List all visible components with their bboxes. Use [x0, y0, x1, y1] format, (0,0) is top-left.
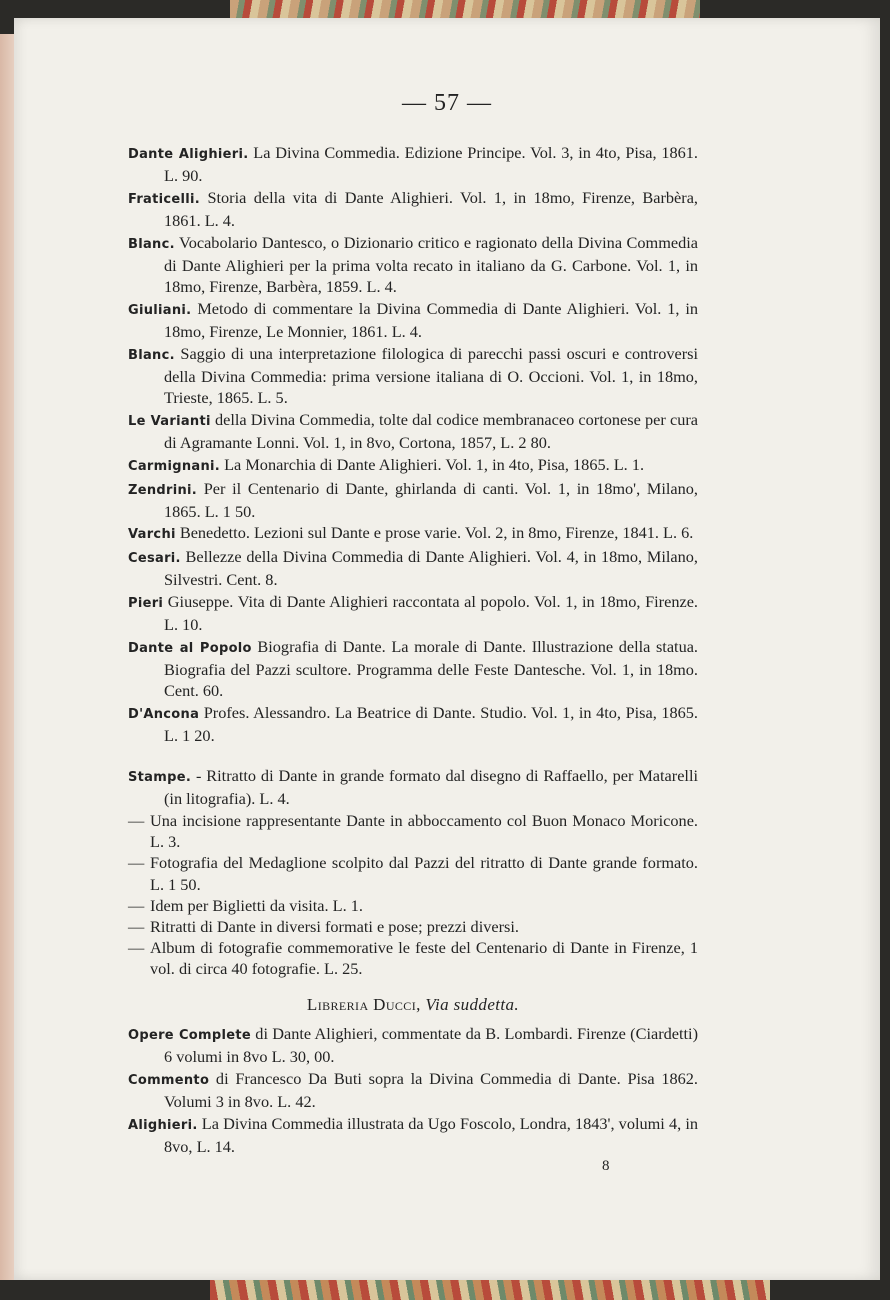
entry-heading: Le Varianti: [128, 413, 211, 429]
stampe-item: [128, 916, 698, 937]
entry-heading: Alighieri.: [128, 1117, 198, 1133]
entry-heading: Cesari.: [128, 551, 181, 567]
section-title: [128, 994, 698, 1015]
entry-text: Benedetto. Lezioni sul Dante e prose varie. Vol. 2, in 8mo, Firenze, 1841. L. 6.: [175, 523, 694, 543]
catalog-entry: [128, 478, 698, 522]
marbled-endpaper-bottom: [210, 1278, 770, 1300]
catalog-entry: [128, 522, 698, 545]
stampe-item-text: Ritratti di Dante in diversi formati e pose; prezzi diversi.: [150, 916, 519, 936]
entry-heading: Dante al Popolo: [128, 640, 252, 656]
stampe-item-text: Una incisione rappresentante Dante in abboccamento col Buon Monaco Moricone. L. 3.: [150, 810, 698, 852]
entry-heading: Zendrini.: [128, 482, 198, 498]
catalog-entry: [128, 409, 698, 453]
entry-text: Saggio di una interpretazione filologica di parecchi passi oscuri e controversi della Divina Commedia: prima versione italiana di O. Occioni. Vol. 1, in 18mo, Trieste, 1865. L. 5.: [164, 343, 698, 408]
entry-heading: Opere Complete: [128, 1027, 251, 1043]
catalog-entry: [128, 187, 698, 231]
catalog-entry: [128, 546, 698, 590]
entry-heading: Varchi: [128, 527, 176, 543]
entry-text: La Divina Commedia. Edizione Principe. Vol. 3, in 4to, Pisa, 1861. L. 90.: [164, 143, 698, 186]
entry-heading: Commento: [128, 1072, 210, 1088]
catalog-listing: [128, 142, 698, 1157]
catalog-entry: [128, 636, 698, 702]
entry-text: della Divina Commedia, tolte dal codice membranaceo cortonese per cura di Agramante Lonni. Vol. 1, in 8vo, Cortona, 1857, L. 2 80.: [164, 409, 698, 453]
entry-text: Vocabolario Dantesco, o Dizionario critico e ragionato della Divina Commedia di Dante Alighieri per la prima volta recato in italiano da G. Carbone. Vol. 1, in 18mo, Firenze, Barbèra, 1859. L. 4.: [164, 232, 698, 297]
catalog-entry: [128, 1113, 698, 1157]
catalog-entry: [128, 591, 698, 635]
entry-text: Metodo di commentare la Divina Commedia di Dante Alighieri. Vol. 1, in 18mo, Firenze, Le Monnier, 1861. L. 4.: [164, 298, 698, 342]
catalog-entry: [128, 298, 698, 342]
entry-text: Biografia di Dante. La morale di Dante. Illustrazione della statua. Biografia del Pazzi scultore. Programma delle Feste Dantesche. Vol. 1, in 18mo. Cent. 60.: [164, 636, 699, 701]
book-page: [14, 18, 880, 1280]
entry-heading: Blanc.: [128, 236, 175, 252]
page-number: — 57 —: [402, 90, 492, 116]
stampe-item: [128, 895, 698, 916]
dash-marker: —: [128, 810, 145, 830]
catalog-entry: [128, 702, 698, 746]
entry-text: Bellezze della Divina Commedia di Dante Alighieri. Vol. 4, in 18mo, Milano, Silvestri. Cent. 8.: [164, 547, 698, 590]
stampe-text: - Ritratto di Dante in grande formato dal disegno di Raffaello, per Matarelli (in litografia). L. 4.: [164, 765, 698, 809]
dash-marker: —: [128, 916, 145, 936]
dash-marker: —: [128, 895, 145, 915]
stampe-item-text: Fotografia del Medaglione scolpito dal Pazzi del ritratto di Dante grande formato. L. 1 50.: [150, 853, 698, 894]
dash-marker: —: [128, 853, 145, 873]
catalog-entry: [128, 1068, 698, 1112]
entry-heading: Blanc.: [128, 347, 175, 363]
stampe-item-text: Album di fotografie commemorative le feste del Centenario di Dante in Firenze, 1 vol. di circa 40 fotografie. L. 25.: [150, 938, 698, 979]
title-separator: ,: [416, 994, 426, 1014]
catalog-entry: [128, 1023, 698, 1067]
stampe-item-text: Idem per Biglietti da visita. L. 1.: [150, 895, 363, 915]
entry-text: di Francesco Da Buti sopra la Divina Commedia di Dante. Pisa 1862. Volumi 3 in 8vo. L. 42.: [164, 1068, 698, 1111]
signature-mark: 8: [602, 1158, 610, 1174]
catalog-entry: [128, 454, 698, 477]
bookshop-address: Via suddetta.: [425, 994, 520, 1014]
entry-text: Giuseppe. Vita di Dante Alighieri raccontata al popolo. Vol. 1, in 18mo, Firenze. L. 10.: [163, 592, 698, 635]
entry-heading: Pieri: [128, 596, 164, 612]
entry-text: Per il Centenario di Dante, ghirlanda di canti. Vol. 1, in 18mo', Milano, 1865. L. 1 50.: [164, 478, 698, 521]
entry-heading: Fraticelli.: [128, 191, 201, 207]
stampe-item: [128, 852, 698, 894]
entry-heading: Dante Alighieri.: [128, 147, 249, 162]
section-gap: [128, 747, 698, 765]
stampe-item: [128, 810, 698, 852]
entry-text: La Monarchia di Dante Alighieri. Vol. 1, in 4to, Pisa, 1865. L. 1.: [220, 454, 645, 474]
entry-text: Profes. Alessandro. La Beatrice di Dante. Studio. Vol. 1, in 4to, Pisa, 1865. L. 1 20.: [164, 703, 698, 746]
catalog-entry: [128, 343, 698, 409]
entry-text: La Divina Commedia illustrata da Ugo Foscolo, Londra, 1843', volumi 4, in 8vo, L. 14.: [164, 1113, 698, 1156]
entry-heading: D'Ancona: [128, 707, 200, 723]
entry-heading: Carmignani.: [128, 458, 221, 474]
catalog-entry: [128, 142, 698, 186]
entry-heading: Giuliani.: [128, 302, 192, 318]
stampe-heading: Stampe.: [128, 769, 192, 785]
catalog-entry: [128, 232, 698, 298]
entry-text: di Dante Alighieri, commentate da B. Lombardi. Firenze (Ciardetti) 6 volumi in 8vo L. 30, 00.: [164, 1023, 698, 1066]
entry-text: Storia della vita di Dante Alighieri. Vol. 1, in 18mo, Firenze, Barbèra, 1861. L. 4.: [164, 187, 698, 231]
stampe-item: [128, 937, 698, 979]
stampe-entry: [128, 765, 698, 809]
dash-marker: —: [128, 938, 145, 958]
bookshop-name: Libreria Ducci: [306, 994, 417, 1014]
